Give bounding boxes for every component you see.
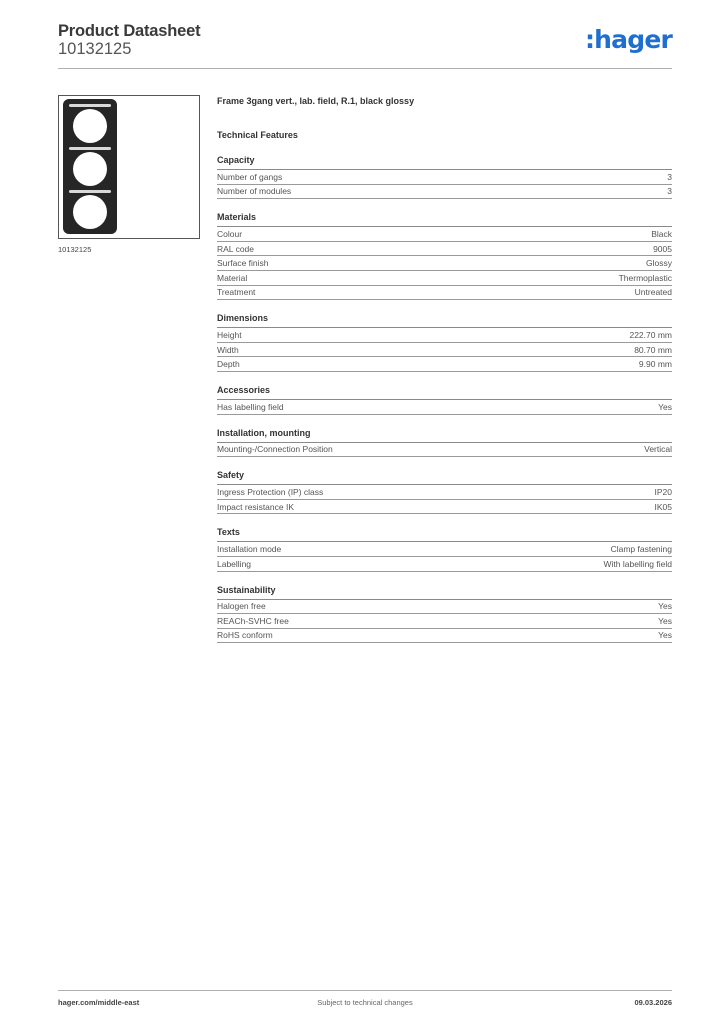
feature-row xyxy=(217,185,672,200)
page-title: Product Datasheet xyxy=(58,22,201,40)
hager-logo: :hager xyxy=(584,25,672,54)
feature-label: Depth xyxy=(217,359,240,370)
product-image xyxy=(58,95,200,239)
feature-value: 80.70 mm xyxy=(634,344,672,355)
feature-row xyxy=(217,227,672,242)
feature-row xyxy=(217,542,672,557)
feature-value: 3 xyxy=(667,171,672,182)
feature-label: Has labelling field xyxy=(217,401,284,412)
feature-value: Yes xyxy=(658,601,672,612)
feature-value: 9.90 mm xyxy=(638,359,672,370)
feature-row xyxy=(217,256,672,271)
feature-value: 3 xyxy=(667,186,672,197)
section-title: Installation, mounting xyxy=(217,428,672,443)
footer-divider xyxy=(58,990,672,991)
feature-label: Treatment xyxy=(217,287,256,298)
feature-row xyxy=(217,600,672,615)
section-title: Texts xyxy=(217,527,672,542)
feature-value: Yes xyxy=(658,615,672,626)
label-field-2 xyxy=(69,190,111,193)
page-header xyxy=(58,20,672,70)
feature-label: Surface finish xyxy=(217,258,269,269)
feature-row xyxy=(217,242,672,257)
feature-row xyxy=(217,500,672,515)
section-dimensions xyxy=(217,313,672,372)
feature-label: RAL code xyxy=(217,243,255,254)
feature-label: Number of gangs xyxy=(217,171,283,182)
header-divider xyxy=(58,68,672,69)
label-field-top xyxy=(69,104,111,107)
feature-value: Black xyxy=(651,228,672,239)
product-number: 10132125 xyxy=(58,40,132,58)
footer-website: hager.com/middle-east xyxy=(58,998,140,1007)
feature-row xyxy=(217,614,672,629)
section-title: Materials xyxy=(217,212,672,227)
section-title: Safety xyxy=(217,470,672,485)
section-title: Accessories xyxy=(217,385,672,400)
feature-row xyxy=(217,170,672,185)
feature-label: Number of modules xyxy=(217,186,292,197)
feature-label: Mounting-/Connection Position xyxy=(217,444,333,455)
section-accessories xyxy=(217,385,672,415)
feature-value: 9005 xyxy=(653,243,672,254)
gang-opening-3 xyxy=(73,195,107,229)
feature-value: With labelling field xyxy=(603,558,672,569)
label-field-1 xyxy=(69,147,111,150)
frame-illustration xyxy=(59,96,199,238)
feature-label: Width xyxy=(217,344,239,355)
gang-opening-2 xyxy=(73,152,107,186)
feature-value: 222.70 mm xyxy=(629,329,672,340)
section-installation-mounting xyxy=(217,428,672,458)
section-title: Dimensions xyxy=(217,313,672,328)
section-materials xyxy=(217,212,672,300)
feature-row xyxy=(217,357,672,372)
gang-opening-1 xyxy=(73,109,107,143)
feature-value: Yes xyxy=(658,401,672,412)
feature-value: IP20 xyxy=(654,486,672,497)
section-safety xyxy=(217,470,672,514)
feature-label: Installation mode xyxy=(217,544,282,555)
product-name: Frame 3gang vert., lab. field, R.1, black glossy xyxy=(217,96,415,106)
footer-notice: Subject to technical changes xyxy=(317,998,413,1007)
feature-row xyxy=(217,443,672,458)
feature-row xyxy=(217,343,672,358)
feature-label: REACh-SVHC free xyxy=(217,615,289,626)
datasheet-content xyxy=(217,96,672,643)
feature-value: IK05 xyxy=(654,501,672,512)
feature-label: Material xyxy=(217,272,248,283)
feature-label: Labelling xyxy=(217,558,252,569)
feature-row xyxy=(217,271,672,286)
technical-features-heading: Technical Features xyxy=(217,130,298,140)
feature-value: Glossy xyxy=(646,258,672,269)
feature-row xyxy=(217,400,672,415)
feature-label: Impact resistance IK xyxy=(217,501,295,512)
feature-label: Halogen free xyxy=(217,601,266,612)
feature-value: Untreated xyxy=(634,287,672,298)
feature-value: Thermoplastic xyxy=(618,272,672,283)
feature-row xyxy=(217,629,672,644)
feature-label: Colour xyxy=(217,228,243,239)
section-title: Sustainability xyxy=(217,585,672,600)
feature-label: Ingress Protection (IP) class xyxy=(217,486,324,497)
feature-label: Height xyxy=(217,329,242,340)
feature-row xyxy=(217,286,672,301)
feature-value: Yes xyxy=(658,630,672,641)
section-title: Capacity xyxy=(217,155,672,170)
feature-row xyxy=(217,328,672,343)
image-caption: 10132125 xyxy=(58,245,92,254)
feature-row xyxy=(217,485,672,500)
feature-value: Vertical xyxy=(644,444,672,455)
section-texts xyxy=(217,527,672,571)
feature-sections xyxy=(217,155,672,643)
page-footer xyxy=(58,998,672,1010)
feature-label: RoHS conform xyxy=(217,630,273,641)
section-sustainability xyxy=(217,585,672,644)
section-capacity xyxy=(217,155,672,199)
feature-value: Clamp fastening xyxy=(610,544,672,555)
feature-row xyxy=(217,557,672,572)
footer-date: 09.03.2026 xyxy=(634,998,672,1007)
